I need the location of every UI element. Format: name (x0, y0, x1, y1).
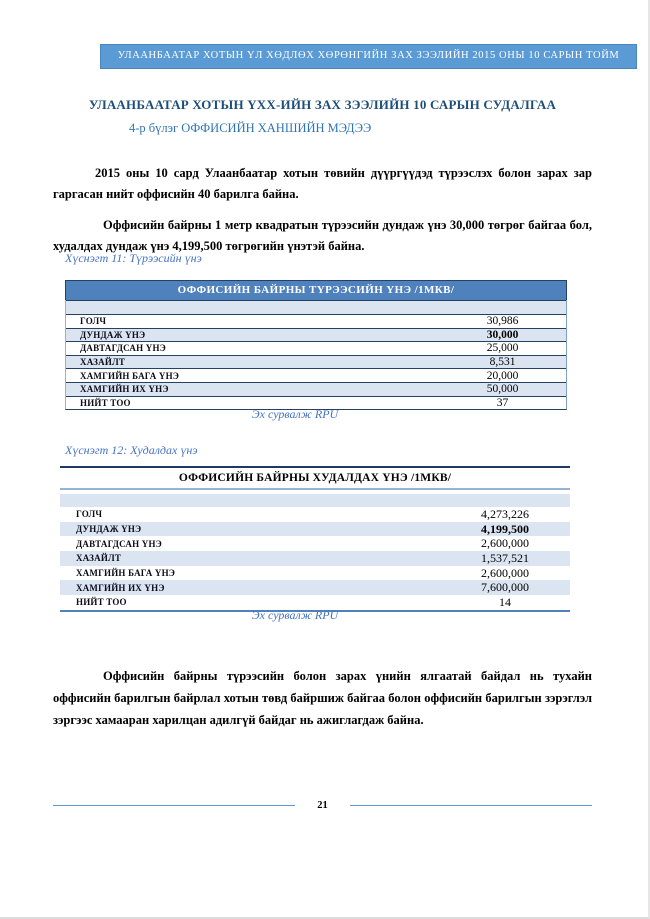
footer-rule (350, 805, 592, 806)
chapter-subtitle: 4-р бүлэг ОФФИСИЙН ХАНШИЙН МЭДЭЭ (129, 121, 372, 135)
row-value: 8,531 (489, 356, 516, 369)
row-value: 7,600,000 (481, 580, 529, 595)
row-value: 30,986 (486, 315, 519, 328)
table-row (66, 368, 566, 382)
table-row (66, 355, 566, 369)
source-note: Эх сурвалж RPU (251, 407, 339, 421)
row-label: ДУНДАЖ ҮНЭ (76, 524, 142, 535)
rent-price-table (65, 280, 567, 410)
table-11-caption: Хүснэгт 11: Түрээсийн үнэ (65, 251, 202, 265)
paragraph-2: Оффисийн байрны 1 метр квадратын түрээсийн дундаж үнэ 30,000 төгрөг байгаа бол, худалдах дундаж үнэ 4,199,500 төгрөгийн үнэтэй байна. (53, 217, 592, 253)
empty-row (66, 300, 566, 314)
footer-rule (53, 805, 295, 806)
table-row (60, 566, 570, 581)
row-label: ХАМГИЙН ИХ ҮНЭ (76, 582, 165, 593)
table-row (60, 551, 570, 566)
row-value: 14 (499, 594, 511, 609)
row-label: ХАМГИЙН БАГА ҮНЭ (76, 568, 176, 579)
row-label: НИЙТ ТОО (76, 597, 127, 608)
table-row (60, 536, 570, 551)
page-footer (53, 800, 592, 811)
table-row (60, 580, 570, 595)
sale-price-table (60, 466, 570, 612)
row-value: 50,000 (486, 383, 519, 396)
row-value: 1,537,521 (481, 550, 529, 565)
row-label: ДАВТАГДСАН ҮНЭ (76, 538, 162, 549)
row-label: ДАВТАГДСАН ҮНЭ (80, 343, 166, 354)
row-value: 20,000 (486, 369, 519, 382)
row-value: 25,000 (486, 342, 519, 355)
empty-row (60, 494, 570, 507)
header-banner: УЛААНБААТАР ХОТЫН ҮЛ ХӨДЛӨХ ХӨРӨНГИЙН ЗАХ ЗЭЭЛИЙН 2015 ОНЫ 10 САРЫН ТОЙМ (100, 44, 637, 69)
row-label: ХАЗАЙЛТ (80, 357, 126, 368)
table-row (66, 328, 566, 342)
row-value: 4,273,226 (481, 506, 529, 521)
table-body (60, 494, 570, 612)
table-row (66, 314, 566, 328)
row-value: 37 (496, 396, 509, 409)
row-value: 4,199,500 (481, 521, 529, 536)
paragraph-3: Оффисийн байрны түрээсийн болон зарах үнийн ялгаатай байдал нь тухайн оффисийн барилгын байрлал хотын төвд байршиж байгаа болон оффисийн барилгын зэрэглэл зэргээс хамааран харилцан адилгүй байдаг нь ажиглагдаж байна. (53, 668, 592, 727)
row-label: ДУНДАЖ ҮНЭ (80, 329, 146, 340)
table-row (66, 341, 566, 355)
row-label: НИЙТ ТОО (80, 397, 131, 408)
row-label: ГОЛЧ (76, 509, 103, 520)
source-note: Эх сурвалж RPU (251, 608, 339, 622)
row-label: ХАЗАЙЛТ (76, 553, 122, 564)
table-header: ОФФИСИЙН БАЙРНЫ ХУДАЛДАХ ҮНЭ /1МКВ/ (60, 466, 570, 490)
table-header: ОФФИСИЙН БАЙРНЫ ТҮРЭЭСИЙН ҮНЭ /1МКВ/ (65, 280, 567, 300)
table-row (60, 522, 570, 537)
document-title: УЛААНБААТАР ХОТЫН ҮХХ-ИЙН ЗАХ ЗЭЭЛИЙН 10 САРЫН СУДАЛГАА (88, 97, 557, 112)
row-label: ГОЛЧ (80, 316, 107, 327)
table-body (65, 300, 567, 410)
paragraph-1: 2015 оны 10 сард Улаанбаатар хотын төвийн дүүргүүдэд түрээслэх болон зарах зар гаргасан нийт оффисийн 40 барилга байна. (53, 165, 592, 201)
row-value: 2,600,000 (481, 536, 529, 551)
table-row (60, 507, 570, 522)
row-label: ХАМГИЙН БАГА ҮНЭ (80, 370, 180, 381)
row-value: 2,600,000 (481, 565, 529, 580)
row-label: ХАМГИЙН ИХ ҮНЭ (80, 384, 169, 395)
row-value: 30,000 (486, 328, 519, 341)
page-number: 21 (317, 800, 328, 811)
table-row (66, 382, 566, 396)
table-12-caption: Хүснэгт 12: Худалдах үнэ (65, 443, 198, 457)
